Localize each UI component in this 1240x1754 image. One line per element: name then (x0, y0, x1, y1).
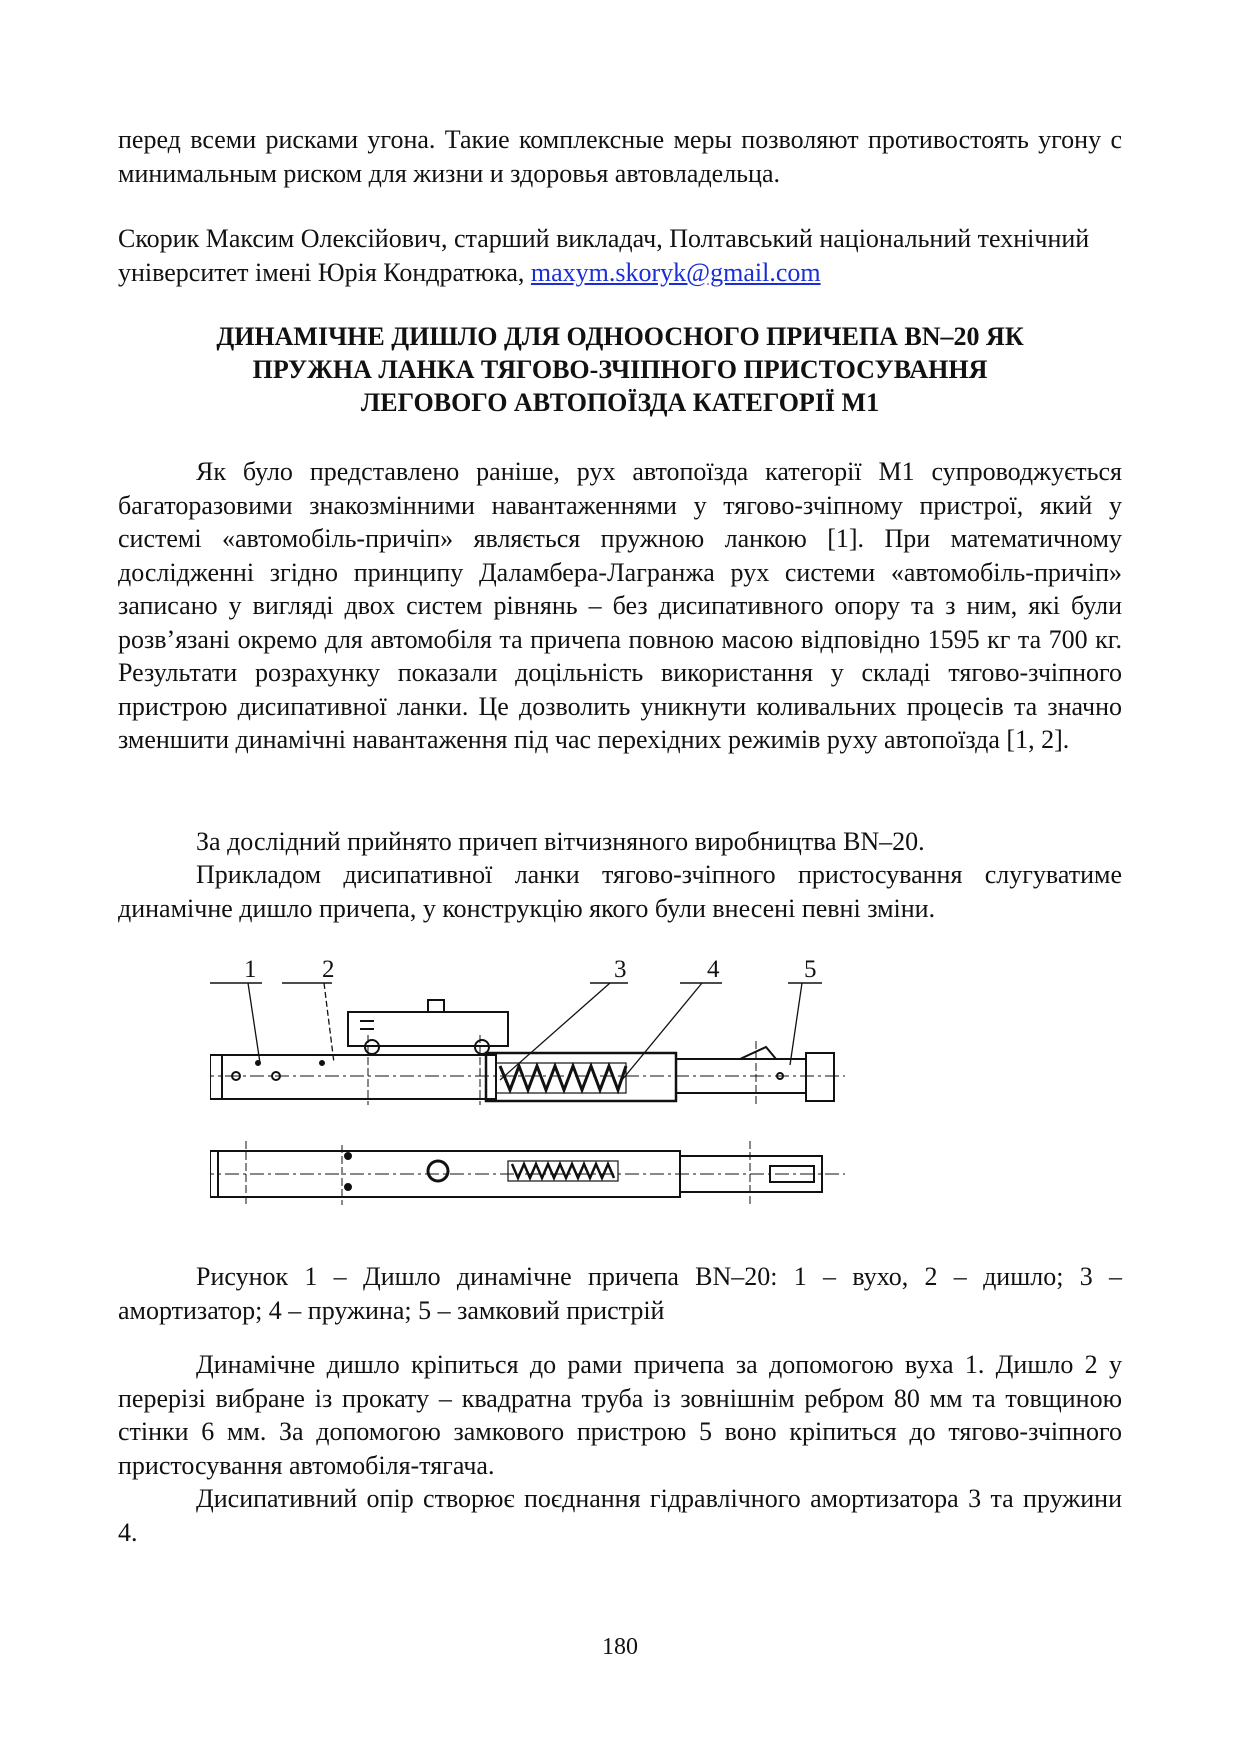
callout-5: 5 (804, 956, 817, 983)
drawbar-figure (210, 955, 940, 1240)
body-paragraph-1: Як було представлено раніше, рух автопоїзда категорії М1 супроводжується багаторазовими знакозмінними навантаженнями у тягово-зчіпному пристрої, який у системі «автомобіль-причіп» являється пружною ланкою [1]. При математичному дослідженні згідно принципу Даламбера-Лагранжа рух системи «автомобіль-причіп» записано у вигляді двох систем рівнянь – без дисипативного опору та з ним, які були розв’язані окремо для автомобіля та причепа повною масою відповідно 1595 кг та 700 кг. Результати розрахунку показали доцільність використання у складі тягово-зчіпного пристрою дисипативної ланки. Це дозволить уникнути коливальних процесів та значно зменшити динамічні навантаження під час перехідних режимів руху автопоїзда [1, 2]. (118, 457, 1122, 754)
body-paragraph-2: За дослідний прийнято причеп вітчизняного виробництва BN–20. (196, 827, 925, 856)
title-line-3: ЛЕГОВОГО АВТОПОЇЗДА КАТЕГОРІЇ М1 (360, 388, 880, 417)
author-email-link[interactable]: maxym.skoryk@gmail.com (530, 257, 821, 287)
callout-3: 3 (614, 956, 627, 983)
body-paragraph-5: Дисипативний опір створює поєднання гідравлічного амортизатора 3 та пружини 4. (118, 1484, 1122, 1547)
callout-4: 4 (707, 956, 720, 983)
title-line-2: ПРУЖНА ЛАНКА ТЯГОВО-ЗЧІПНОГО ПРИСТОСУВАННЯ (252, 355, 988, 384)
figure-caption: Рисунок 1 – Дишло динамічне причепа BN–20: 1 – вухо, 2 – дишло; 3 – амортизатор; 4 – пружина; 5 – замковий пристрій (118, 1262, 1122, 1325)
intro-paragraph: перед всеми рисками угона. Такие комплексные меры позволяют противостоять угону с минимальным риском для жизни и здоровья автовладельца. (118, 125, 1122, 188)
callout-1: 1 (244, 956, 257, 983)
author-block (118, 222, 1122, 289)
body-paragraph-3: Прикладом дисипативної ланки тягово-зчіпного пристосування слугуватиме динамічне дишло причепа, у конструкцію якого були внесені певні зміни. (118, 860, 1122, 923)
body-paragraph-4: Динамічне дишло кріпиться до рами причепа за допомогою вуха 1. Дишло 2 у перерізі вибране із прокату – квадратна труба із зовнішнім ребром 80 мм та товщиною стінки 6 мм. За допомогою замкового пристрою 5 воно кріпиться до тягово-зчіпного пристосування автомобіля-тягача. (118, 1350, 1122, 1480)
author-text: Скорик Максим Олексійович, старший викладач, Полтавський національний технічний університет імені Юрія Кондратюка, (118, 224, 1090, 287)
page-number: 180 (602, 1634, 638, 1660)
article-title (118, 320, 1122, 419)
title-line-1: ДИНАМІЧНЕ ДИШЛО ДЛЯ ОДНООСНОГО ПРИЧЕПА BN–20 ЯК (216, 322, 1024, 351)
callout-2: 2 (322, 956, 335, 983)
